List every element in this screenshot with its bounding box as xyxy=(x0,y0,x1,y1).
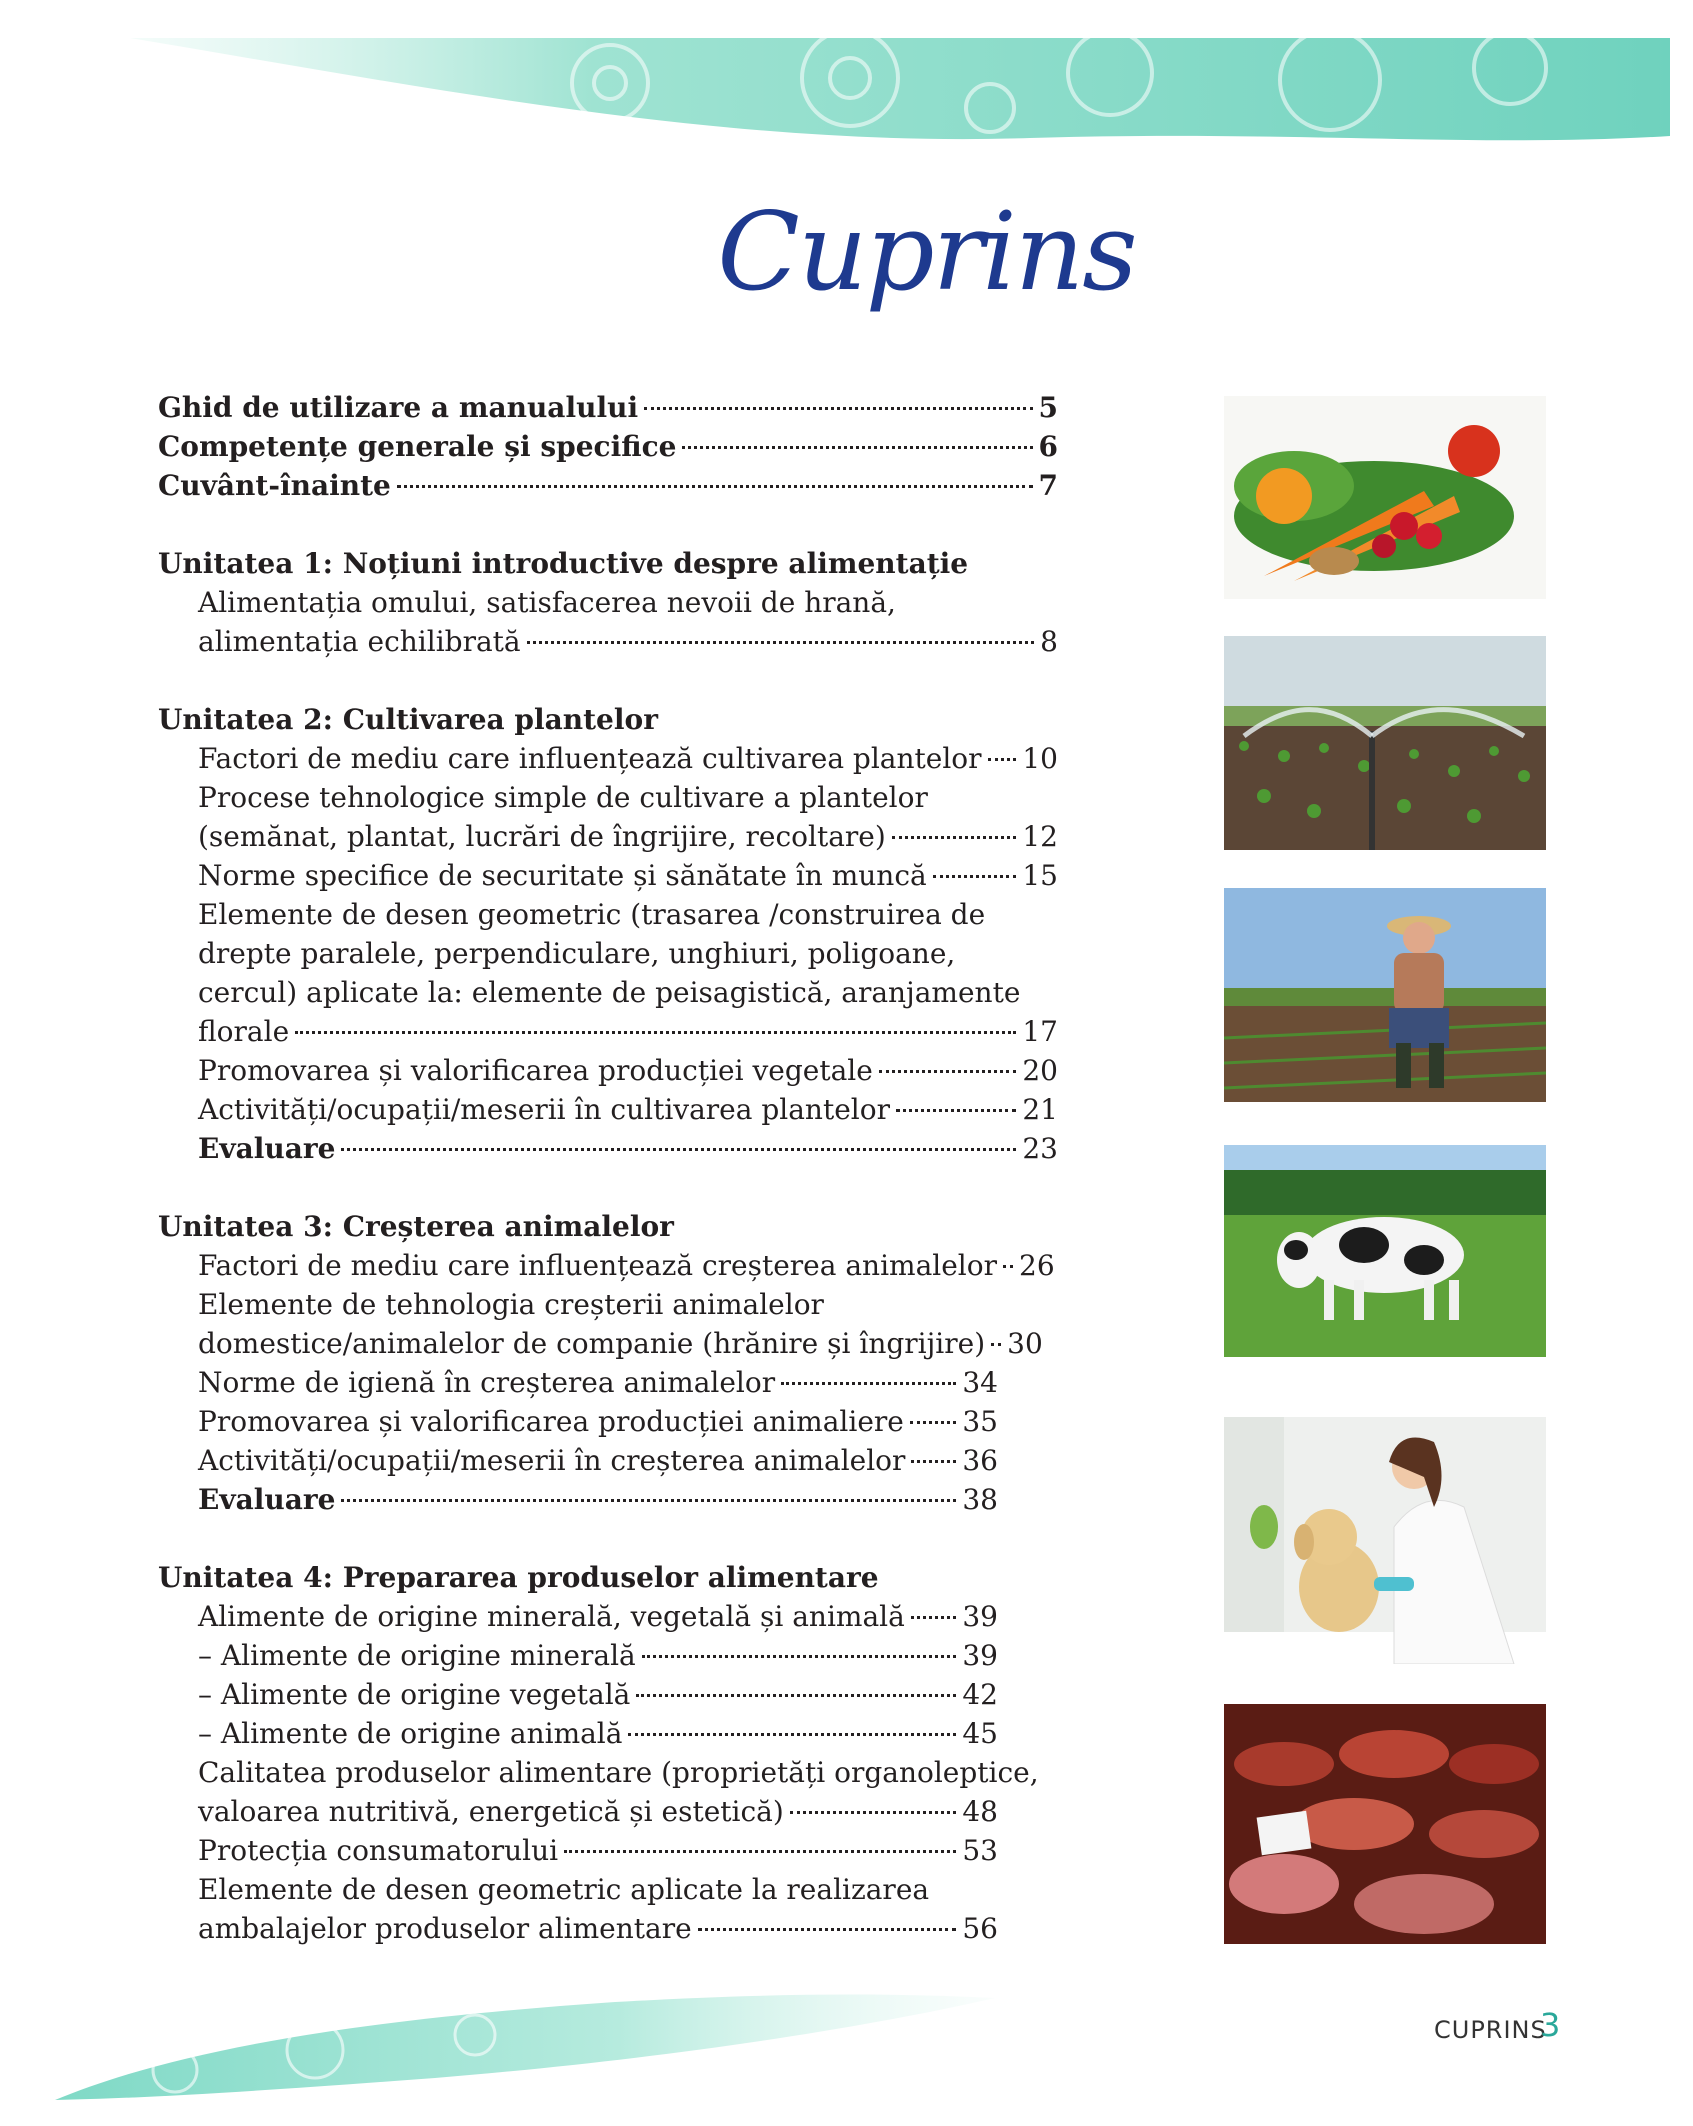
toc-entry[interactable] xyxy=(158,1051,1058,1090)
top-banner-decoration xyxy=(130,38,1670,158)
toc-entry-title: Promovarea și valorificarea producției vegetale xyxy=(198,1054,873,1087)
toc-entry-page: 8 xyxy=(1040,625,1058,658)
toc-entry-page: 15 xyxy=(1022,859,1058,892)
dot-leader xyxy=(527,641,1035,644)
toc-entry[interactable] xyxy=(158,1675,998,1714)
footer-section-label: CUPRINS xyxy=(1434,2016,1547,2044)
toc-entry-page: 42 xyxy=(962,1678,998,1711)
toc-entry-title: Alimente de origine minerală, vegetală și animală xyxy=(198,1600,905,1633)
dot-leader xyxy=(879,1070,1017,1073)
toc-entry[interactable] xyxy=(158,1363,998,1402)
unit-heading: Unitatea 2: Cultivarea plantelor xyxy=(158,703,658,736)
toc-entry-title: Promovarea și valorificarea producției animaliere xyxy=(198,1405,904,1438)
toc-entry[interactable] xyxy=(158,466,1058,505)
toc-entry-page: 56 xyxy=(962,1912,998,1945)
dot-leader xyxy=(910,1421,957,1424)
vegetables-photo xyxy=(1224,396,1546,599)
toc-entry-page: 48 xyxy=(962,1795,998,1828)
toc-entry[interactable] xyxy=(158,388,1058,427)
toc-entry-page: 34 xyxy=(962,1366,998,1399)
toc-entry-page: 10 xyxy=(1022,742,1058,775)
toc-entry-title: Elemente de desen geometric aplicate la realizarea xyxy=(198,1873,930,1906)
toc-entry[interactable] xyxy=(158,427,1058,466)
unit-heading: Unitatea 4: Prepararea produselor alimentare xyxy=(158,1561,879,1594)
toc-entry-title: florale xyxy=(198,1015,290,1048)
toc-entry[interactable] xyxy=(158,739,1058,778)
toc-entry-title: Alimentația omului, satisfacerea nevoii de hrană, xyxy=(198,586,896,619)
dot-leader xyxy=(892,836,1017,839)
toc-entry-page: 6 xyxy=(1038,430,1058,463)
dot-leader xyxy=(790,1811,957,1814)
toc-entry-page: 23 xyxy=(1022,1132,1058,1165)
toc-entry-title: Procese tehnologice simple de cultivare a plantelor xyxy=(198,781,928,814)
toc-entry[interactable] xyxy=(158,1480,998,1519)
toc-entry-title: drepte paralele, perpendiculare, unghiuri, poligoane, xyxy=(198,937,956,970)
irrigation-photo xyxy=(1224,636,1546,850)
toc-entry-title: – Alimente de origine animală xyxy=(198,1717,623,1750)
toc-entry[interactable] xyxy=(158,1246,1055,1285)
table-of-contents xyxy=(158,388,1058,1948)
toc-entry-page: 35 xyxy=(962,1405,998,1438)
toc-entry-title: – Alimente de origine vegetală xyxy=(198,1678,631,1711)
toc-entry-page: 45 xyxy=(962,1717,998,1750)
farmer-photo xyxy=(1224,888,1546,1102)
dot-leader xyxy=(636,1694,956,1697)
toc-entry-page: 53 xyxy=(962,1834,998,1867)
toc-entry[interactable] xyxy=(158,817,1058,856)
meat-photo xyxy=(1224,1704,1546,1944)
dot-leader xyxy=(644,407,1032,410)
toc-entry[interactable] xyxy=(158,1402,998,1441)
dot-leader xyxy=(911,1616,957,1619)
dot-leader xyxy=(642,1655,957,1658)
veterinarian-photo xyxy=(1224,1417,1546,1664)
toc-entry-page: 26 xyxy=(1019,1249,1055,1282)
bottom-banner-decoration xyxy=(55,1990,995,2100)
toc-entry-title: Evaluare xyxy=(198,1132,336,1165)
toc-entry-title: Protecția consumatorului xyxy=(198,1834,559,1867)
toc-entry-title: Competențe generale și specifice xyxy=(158,430,677,463)
toc-entry[interactable] xyxy=(158,1831,998,1870)
toc-entry[interactable] xyxy=(158,1792,998,1831)
toc-entry-title: (semănat, plantat, lucrări de îngrijire, recoltare) xyxy=(198,820,886,853)
toc-entry[interactable] xyxy=(158,1129,1058,1168)
toc-entry-page: 39 xyxy=(962,1600,998,1633)
toc-entry-title: Elemente de tehnologia creșterii animalelor xyxy=(198,1288,824,1321)
dot-leader xyxy=(1003,1265,1013,1268)
toc-entry-page: 5 xyxy=(1038,391,1058,424)
toc-entry-title: cercul) aplicate la: elemente de peisagistică, aranjamente xyxy=(198,976,1021,1009)
dot-leader xyxy=(564,1850,956,1853)
toc-entry-title: Activități/ocupații/meserii în cultivarea plantelor xyxy=(198,1093,890,1126)
unit-heading: Unitatea 1: Noțiuni introductive despre alimentație xyxy=(158,547,969,580)
dot-leader xyxy=(991,1343,1001,1346)
toc-entry[interactable] xyxy=(158,856,1058,895)
dot-leader xyxy=(682,446,1032,449)
toc-entry-page: 38 xyxy=(962,1483,998,1516)
toc-entry-page: 7 xyxy=(1038,469,1058,502)
toc-entry-title: Norme de igienă în creșterea animalelor xyxy=(198,1366,776,1399)
cow-photo xyxy=(1224,1145,1546,1357)
toc-entry-title: – Alimente de origine minerală xyxy=(198,1639,636,1672)
toc-entry-page: 30 xyxy=(1007,1327,1043,1360)
toc-entry-page: 20 xyxy=(1022,1054,1058,1087)
toc-entry[interactable] xyxy=(158,1714,998,1753)
toc-entry-title: valoarea nutritivă, energetică și estetică) xyxy=(198,1795,784,1828)
unit-heading: Unitatea 3: Creșterea animalelor xyxy=(158,1210,674,1243)
toc-entry-title: Norme specifice de securitate și sănătate în muncă xyxy=(198,859,927,892)
dot-leader xyxy=(911,1460,956,1463)
toc-entry-title: alimentația echilibrată xyxy=(198,625,521,658)
toc-entry[interactable] xyxy=(158,1012,1058,1051)
toc-entry[interactable] xyxy=(158,1090,1058,1129)
toc-entry-page: 21 xyxy=(1022,1093,1058,1126)
dot-leader xyxy=(628,1733,956,1736)
toc-entry-page: 39 xyxy=(962,1639,998,1672)
toc-entry-page: 17 xyxy=(1022,1015,1058,1048)
toc-entry[interactable] xyxy=(158,622,1058,661)
toc-entry[interactable] xyxy=(158,1597,998,1636)
toc-entry[interactable] xyxy=(158,1324,1043,1363)
toc-entry-page: 36 xyxy=(962,1444,998,1477)
dot-leader xyxy=(896,1109,1016,1112)
dot-leader xyxy=(933,875,1017,878)
toc-entry[interactable] xyxy=(158,1909,998,1948)
dot-leader xyxy=(397,485,1033,488)
toc-entry-page: 12 xyxy=(1022,820,1058,853)
toc-entry-title: Calitatea produselor alimentare (proprietăți organoleptice, xyxy=(198,1756,1039,1789)
dot-leader xyxy=(295,1031,1016,1034)
toc-entry[interactable] xyxy=(158,1636,998,1675)
toc-entry-title: Activități/ocupații/meserii în creșterea animalelor xyxy=(198,1444,906,1477)
toc-entry-title: domestice/animalelor de companie (hrănire și îngrijire) xyxy=(198,1327,986,1360)
toc-entry-title: Ghid de utilizare a manualului xyxy=(158,391,639,424)
dot-leader xyxy=(988,758,1017,761)
toc-entry-title: Evaluare xyxy=(198,1483,336,1516)
page-title: Cuprins xyxy=(717,190,1136,315)
dot-leader xyxy=(781,1382,956,1385)
dot-leader xyxy=(341,1148,1016,1151)
dot-leader xyxy=(698,1928,957,1931)
dot-leader xyxy=(341,1499,956,1502)
toc-entry-title: Cuvânt-înainte xyxy=(158,469,391,502)
toc-entry-title: ambalajelor produselor alimentare xyxy=(198,1912,692,1945)
toc-entry-title: Factori de mediu care influențează creșterea animalelor xyxy=(198,1249,997,1282)
toc-entry-title: Elemente de desen geometric (trasarea /construirea de xyxy=(198,898,986,931)
toc-entry[interactable] xyxy=(158,1441,998,1480)
toc-entry-title: Factori de mediu care influențează cultivarea plantelor xyxy=(198,742,982,775)
page-number: 3 xyxy=(1540,2006,1561,2044)
